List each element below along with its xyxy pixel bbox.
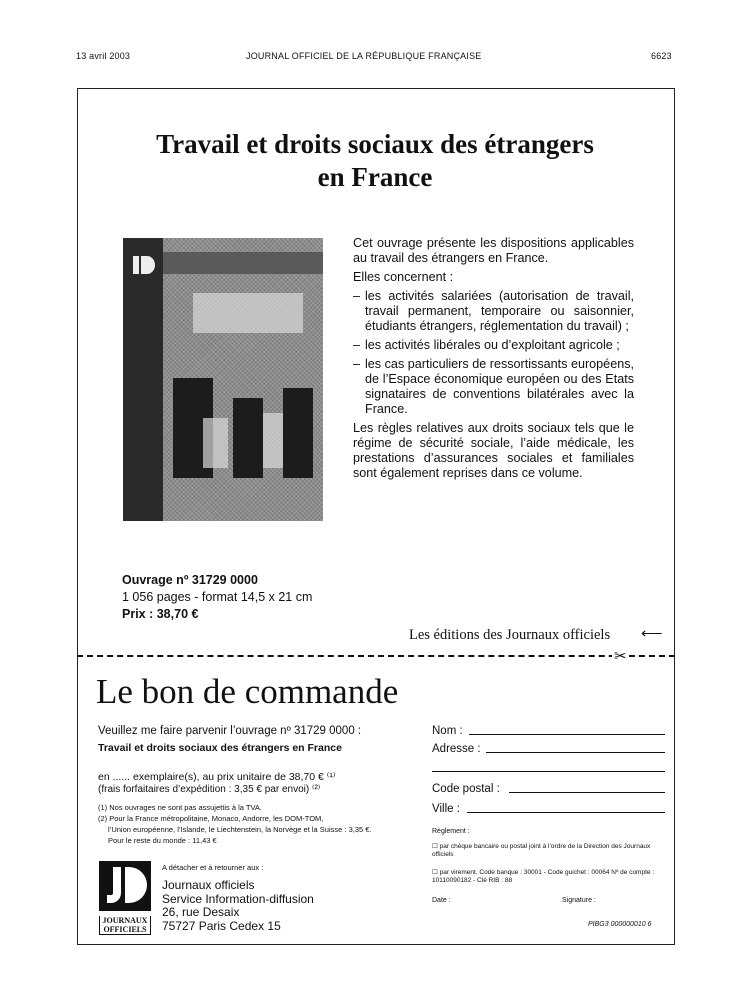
code-postal-label: Code postal : [432,783,500,795]
adresse-field-2[interactable] [432,771,665,772]
publisher-name: Les éditions des Journaux officiels [409,627,611,643]
cover-light-patch [263,413,283,468]
description-outro: Les règles relatives aux droits sociaux tels que le régime de sécurité sociale, l’aide médicale, les prestations d’assurances sociales et familiales sont également reprises dans ce volume. [353,421,634,480]
cover-light-patch [203,418,228,468]
logo-text-2: OFFICIELS [103,925,147,934]
checkbox-icon[interactable]: ☐ [432,869,438,876]
book-format: 1 056 pages - format 14,5 x 21 cm [122,590,313,604]
order-notes: (1) Nos ouvrages ne sont pas assujettis à la TVA. (2) Pour la France métropolitaine, Monaco, Andorre, les DOM-TOM, l’Union européenne, l’Islande, le Liechtenstein, la Norvège et la Suisse : 3,35 €. Pour le reste du monde : 11,43 € [98,803,372,845]
cover-silhouette [233,398,263,478]
adresse-label: Adresse : [432,743,481,755]
ville-field[interactable] [467,812,665,813]
cover-title-text-area [193,293,303,333]
description-item: – les activités libérales ou d’exploitant agricole ; [353,338,620,352]
cover-title-band [163,252,323,274]
print-code: PIBG3 000000010 6 [588,921,652,928]
order-request: Veuillez me faire parvenir l’ouvrage nº 31729 0000 : [98,725,362,737]
description-intro: Cet ouvrage présente les dispositions applicables au travail des étrangers en France. [353,236,634,265]
order-form-title: Le bon de commande [96,672,399,711]
cover-logo-icon [129,254,157,276]
checkbox-icon[interactable]: ☐ [432,843,438,850]
jo-logo-icon [99,861,151,911]
reglement-label: Règlement : [432,828,470,835]
description-concern: Elles concernent : [353,270,454,284]
adresse-field[interactable] [486,752,665,753]
nom-label: Nom : [432,725,463,737]
description-item: – les cas particuliers de ressortissants européens, de l’Espace économique européen ou des Etats signataires de conventions bilatérales avec la France. [353,357,634,416]
logo-text-1: JOURNAUX [102,916,148,925]
order-book-title: Travail et droits sociaux des étrangers en France [98,742,342,754]
journaux-officiels-logo [99,861,151,934]
cover-spine [123,238,163,521]
ville-label: Ville : [432,803,460,815]
cover-silhouette [283,388,313,478]
detach-instruction: A détacher et à retourner aux : [162,863,264,872]
payment-option-virement[interactable]: ☐ par virement. Code banque : 30001 - Code guichet : 00064 Nº de compte : 10110090182 - Clé RIB : 88 [432,869,655,884]
title-line-1: Travail et droits sociaux des étrangers [156,129,594,159]
cut-line [77,655,675,657]
page-title [80,128,670,194]
date-label: Date : [432,897,451,904]
return-address: Journaux officiels Service Information-diffusion 26, rue Desaix 75727 Paris Cedex 15 [162,878,314,933]
header-page-number: 6623 [651,51,672,61]
signature-label: Signature : [562,897,596,904]
arrow-left-icon: ⟵ [641,625,663,642]
header-date: 13 avril 2003 [76,51,131,61]
ouvrage-number: Ouvrage nº 31729 0000 [122,573,258,587]
book-price: Prix : 38,70 € [122,607,199,621]
description-item: – les activités salariées (autorisation de travail, travail permanent, temporaire ou saisonnier, étudiants étrangers, réglementation du travail) ; [353,289,634,333]
header-journal: JOURNAL OFFICIEL DE LA RÉPUBLIQUE FRANÇAISE [246,51,482,61]
order-quantity: en ...... exemplaire(s), au prix unitaire de 38,70 € ⁽¹⁾ [98,771,336,783]
book-description [353,236,634,485]
nom-field[interactable] [469,734,665,735]
title-line-2: en France [317,162,433,192]
book-reference [122,572,312,623]
code-postal-field[interactable] [509,792,665,793]
order-shipping: (frais forfaitaires d’expédition : 3,35 € par envoi) ⁽²⁾ [98,784,321,795]
scissors-icon: ✂ [614,648,627,665]
payment-option-cheque[interactable]: ☐ par chèque bancaire ou postal joint à l’ordre de la Direction des Journaux officiels [432,843,651,858]
book-cover-image [123,238,323,521]
